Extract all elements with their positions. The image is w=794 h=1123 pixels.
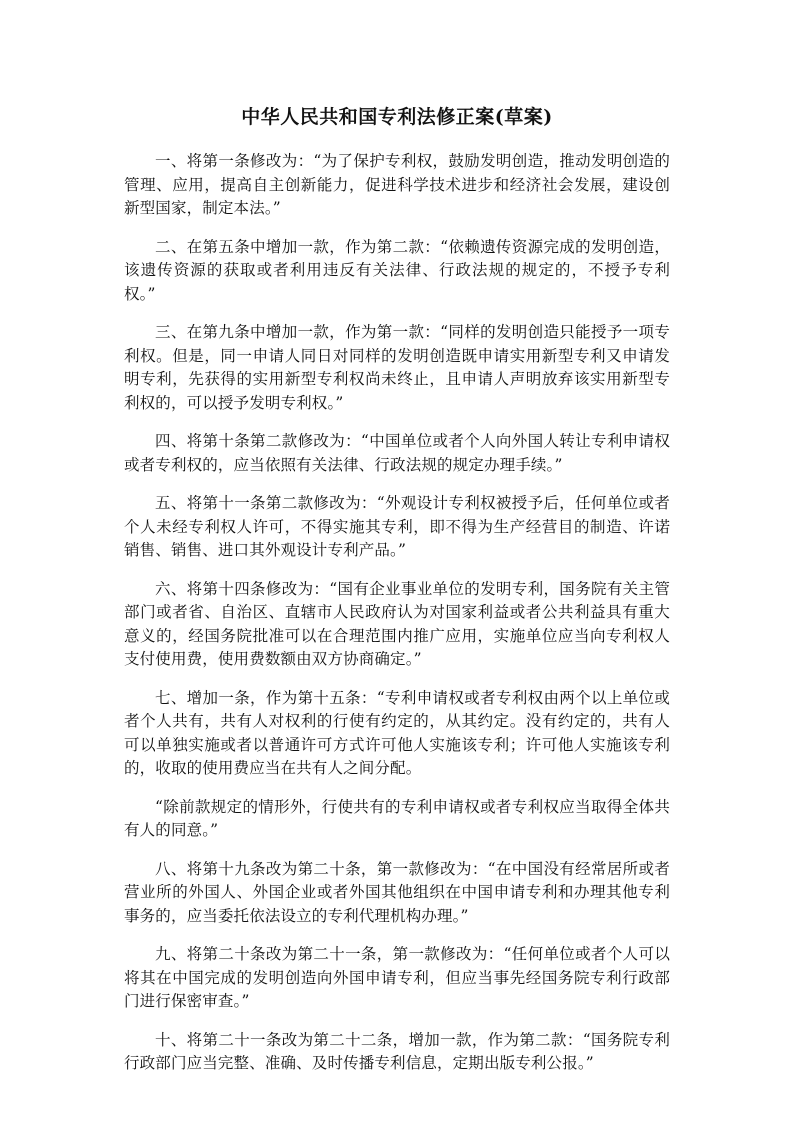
document-body — [124, 150, 670, 1091]
article-6-paragraph: 六、将第十四条修改为：“国有企业事业单位的发明专利，国务院有关主管部门或者省、自治区、直辖市人民政府认为对国家利益或者公共利益具有重大意义的，经国务院批准可以在合理范围内推广应用，实施单位应当向专利权人支付使用费，使用费数额由双方协商确定。” — [124, 579, 670, 668]
document-title: 中华人民共和国专利法修正案(草案) — [241, 106, 553, 128]
article-7-continuation-paragraph: “除前款规定的情形外，行使共有的专利申请权或者专利权应当取得全体共有人的同意。” — [124, 797, 670, 839]
article-2-paragraph: 二、在第五条中增加一款，作为第二款：“依赖遗传资源完成的发明创造，该遗传资源的获取或者利用违反有关法律、行政法规的规定的，不授予专利权。” — [124, 237, 670, 303]
article-7-paragraph: 七、增加一条，作为第十五条：“专利申请权或者专利权由两个以上单位或者个人共有，共有人对权利的行使有约定的，从其约定。没有约定的，共有人可以单独实施或者以普通许可方式许可他人实施该专利；许可他人实施该专利的，收取的使用费应当在共有人之间分配。 — [124, 688, 670, 777]
article-10-paragraph: 十、将第二十一条改为第二十二条，增加一款，作为第二款：“国务院专利行政部门应当完整、准确、及时传播专利信息，定期出版专利公报。” — [124, 1030, 670, 1072]
article-3-paragraph: 三、在第九条中增加一款，作为第一款：“同样的发明创造只能授予一项专利权。但是，同一申请人同日对同样的发明创造既申请实用新型专利又申请发明专利，先获得的实用新型专利权尚未终止，且申请人声明放弃该实用新型专利权的，可以授予发明专利权。” — [124, 323, 670, 412]
article-4-paragraph: 四、将第十条第二款修改为：“中国单位或者个人向外国人转让专利申请权或者专利权的，应当依照有关法律、行政法规的规定办理手续。” — [124, 432, 670, 474]
article-8-paragraph: 八、将第十九条改为第二十条，第一款修改为：“在中国没有经常居所或者营业所的外国人、外国企业或者外国其他组织在中国申请专利和办理其他专利事务的，应当委托依法设立的专利代理机构办理。” — [124, 859, 670, 925]
article-1-paragraph: 一、将第一条修改为：“为了保护专利权，鼓励发明创造，推动发明创造的管理、应用，提高自主创新能力，促进科学技术进步和经济社会发展，建设创新型国家，制定本法。” — [124, 152, 670, 217]
document-page — [124, 0, 670, 1123]
article-5-paragraph: 五、将第十一条第二款修改为：“外观设计专利权被授予后，任何单位或者个人未经专利权人许可，不得实施其专利，即不得为生产经营目的制造、许诺销售、销售、进口其外观设计专利产品。” — [124, 494, 670, 559]
article-9-paragraph: 九、将第二十条改为第二十一条，第一款修改为：“任何单位或者个人可以将其在中国完成的发明创造向外国申请专利，但应当事先经国务院专利行政部门进行保密审查。” — [124, 945, 670, 1010]
